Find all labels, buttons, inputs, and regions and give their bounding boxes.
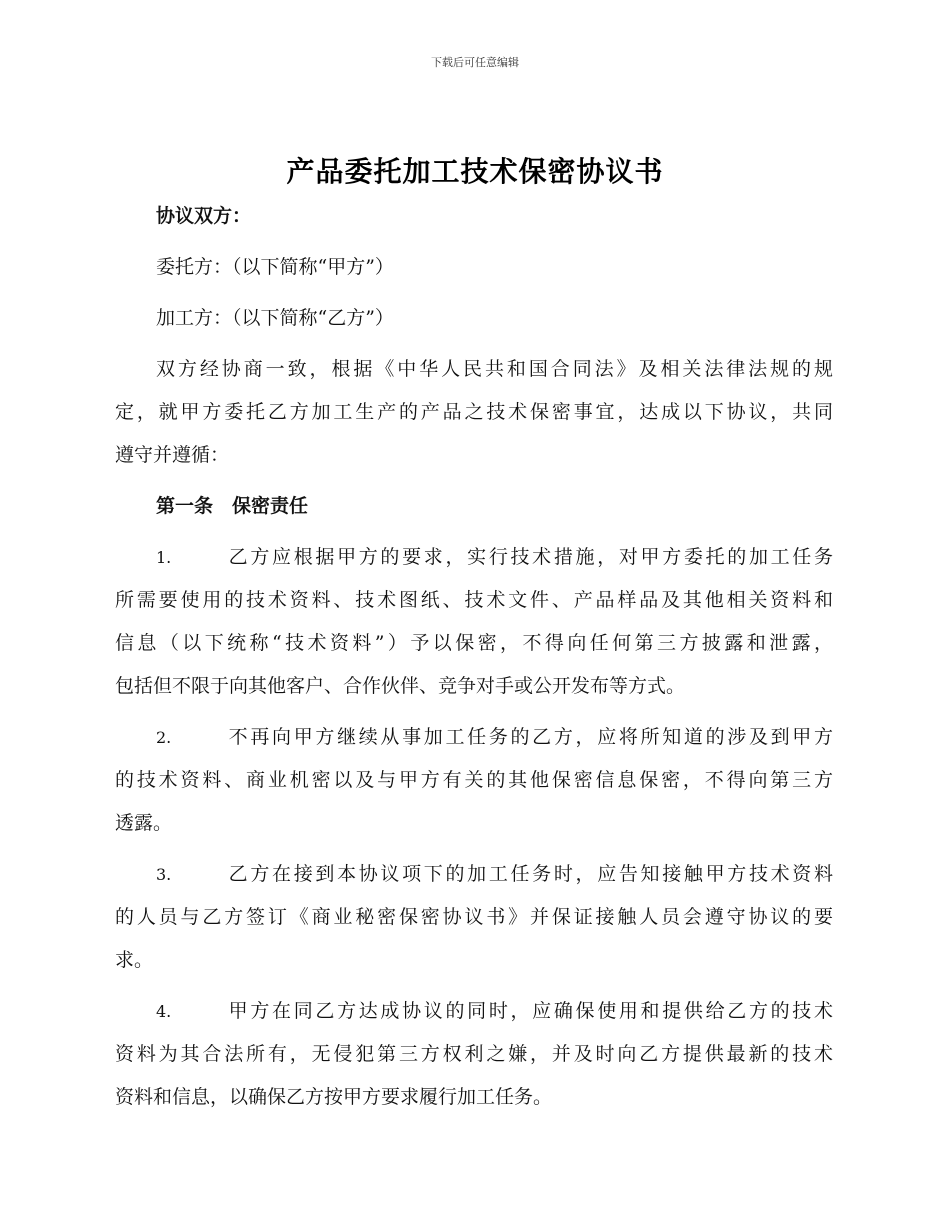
clause-line: 包括但不限于向其他客户、合作伙伴、竞争对手或公开发布等方式。: [115, 675, 686, 697]
clause-4: [115, 990, 833, 1119]
party-a-paragraph: [115, 246, 833, 289]
clause-text: 乙方在接到本协议项下的加工任务时，应告知接触甲方技术资料: [226, 863, 833, 885]
clause-line: [115, 990, 833, 1033]
clause-text: 不再向甲方继续从事加工任务的乙方，应将所知道的涉及到甲方: [226, 726, 833, 748]
clause-line: 透露。: [115, 812, 173, 834]
clause-text: 甲方在同乙方达成协议的同时，应确保使用和提供给乙方的技术: [226, 1000, 833, 1022]
clause-line: 求。: [115, 949, 154, 971]
clause-line: [115, 536, 833, 579]
clause-3: [115, 853, 833, 982]
party-b: 加工方：（以下简称“乙方”）: [156, 307, 394, 329]
intro-line: 定，就甲方委托乙方加工生产的产品之技术保密事宜，达成以下协议，共同: [115, 401, 833, 423]
clause-line: 所需要使用的技术资料、技术图纸、技术文件、产品样品及其他相关资料和: [115, 589, 833, 611]
clause-1: [115, 536, 833, 708]
clause-number: 2.: [156, 728, 172, 747]
parties-heading: 协议双方：: [156, 205, 252, 227]
intro-line: 双方经协商一致，根据《中华人民共和国合同法》及相关法律法规的规: [156, 358, 833, 380]
document-title: 产品委托加工技术保密协议书: [286, 155, 664, 188]
clause-number: 1.: [156, 548, 172, 567]
clause-2: [115, 716, 833, 845]
article-1-heading: 第一条 保密责任: [156, 495, 309, 517]
party-b-paragraph: [115, 297, 833, 340]
clause-line: [115, 716, 833, 759]
clause-line: 的人员与乙方签订《商业秘密保密协议书》并保证接触人员会遵守协议的要: [115, 906, 833, 928]
clause-text: 乙方应根据甲方的要求，实行技术措施，对甲方委托的加工任务: [226, 546, 833, 568]
clause-number: 3.: [156, 865, 172, 884]
clause-line: [115, 853, 833, 896]
header-note: 下载后可任意编辑: [431, 56, 519, 69]
clause-line: 资料和信息，以确保乙方按甲方要求履行加工任务。: [115, 1086, 553, 1108]
parties-heading-paragraph: [115, 195, 833, 238]
document-body: [115, 195, 833, 1127]
article-heading-paragraph: [115, 485, 833, 528]
party-a: 委托方：（以下简称“甲方”）: [156, 256, 394, 278]
clause-line: 资料为其合法所有，无侵犯第三方权利之嫌，并及时向乙方提供最新的技术: [115, 1043, 833, 1065]
intro-line: 遵守并遵循：: [115, 444, 230, 466]
clause-line: 的技术资料、商业机密以及与甲方有关的其他保密信息保密，不得向第三方: [115, 769, 833, 791]
clause-number: 4.: [156, 1002, 172, 1021]
clause-line: 信息（以下统称“技术资料”）予以保密，不得向任何第三方披露和泄露，: [115, 632, 833, 654]
intro-paragraph: [115, 348, 833, 477]
